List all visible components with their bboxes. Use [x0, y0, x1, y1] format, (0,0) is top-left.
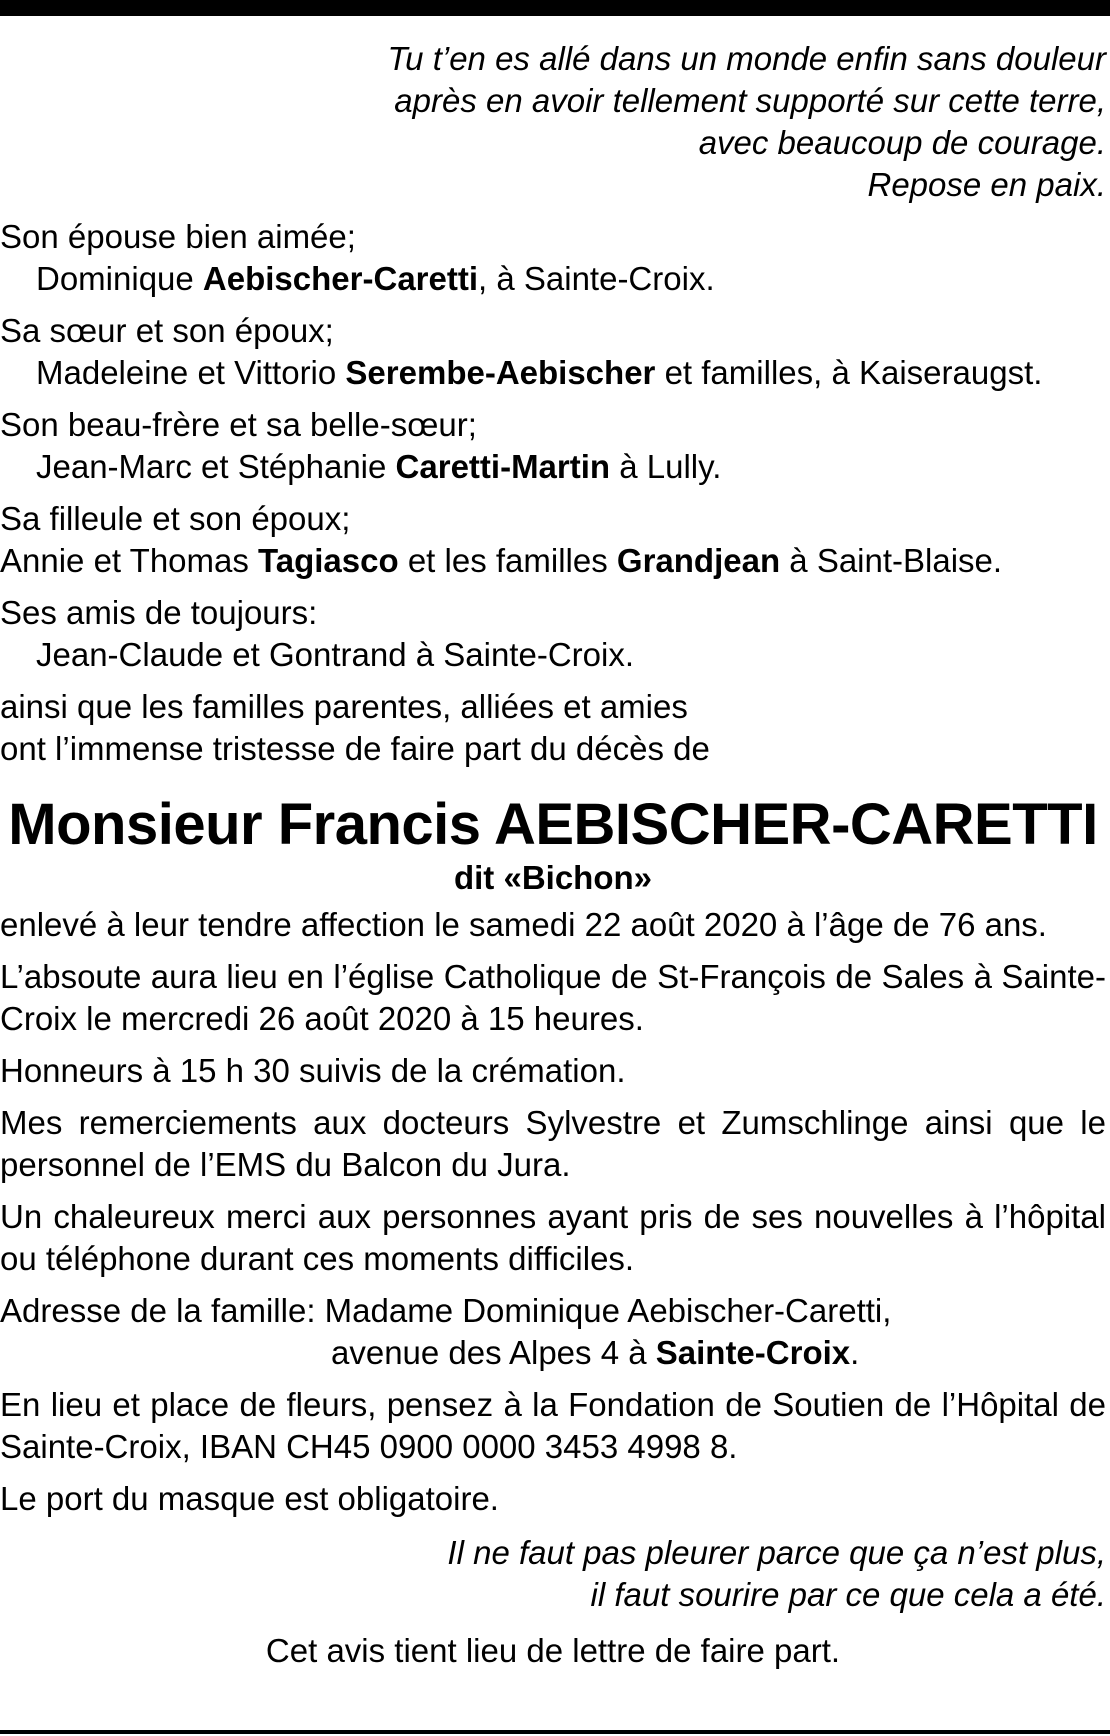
- surname: Serembe-Aebischer: [345, 354, 656, 391]
- death-paragraph: enlevé à leur tendre affection le samedi 22 août 2020 à l’âge de 76 ans.: [0, 906, 1047, 943]
- thanks-callers-paragraph: Un chaleureux merci aux personnes ayant pris de ses nouvelles à l’hôpital ou téléphone durant ces moments difficiles.: [0, 1198, 1106, 1277]
- family-friends: [0, 592, 1106, 676]
- closing-poem: [0, 1532, 1106, 1616]
- first-names: Dominique: [36, 260, 203, 297]
- place: à Saint-Blaise.: [780, 542, 1003, 579]
- surname: Caretti-Martin: [395, 448, 611, 485]
- family-inlaws: [0, 404, 1106, 488]
- family-sister: [0, 310, 1106, 394]
- relation-label: Son épouse bien aimée;: [0, 218, 356, 255]
- obituary-notice: [0, 38, 1106, 1672]
- place: à Lully.: [610, 448, 722, 485]
- poem-line: Repose en paix.: [867, 166, 1106, 203]
- first-names: Jean-Marc et Stéphanie: [36, 448, 396, 485]
- family-member-line: [0, 352, 1106, 394]
- place: et familles, à Kaiseraugst.: [655, 354, 1043, 391]
- address-street: avenue des Alpes 4 à: [331, 1334, 656, 1371]
- family-member-line: [0, 446, 1106, 488]
- honours-paragraph: Honneurs à 15 h 30 suivis de la crémation.: [0, 1052, 626, 1089]
- poem-line: Tu t’en es allé dans un monde enfin sans douleur: [387, 40, 1106, 77]
- deceased-name: Monsieur Francis AEBISCHER-CARETTI: [8, 792, 1098, 857]
- opening-poem: [0, 38, 1106, 206]
- address-town: Sainte-Croix: [655, 1334, 851, 1371]
- first-names: Annie et Thomas: [0, 542, 259, 579]
- surname: Tagiasco: [258, 542, 399, 579]
- family-wife: [0, 216, 1106, 300]
- relation-label: Sa filleule et son époux;: [0, 500, 351, 537]
- closing-note: Cet avis tient lieu de lettre de faire part.: [265, 1632, 841, 1669]
- family-goddaughter: [0, 498, 1106, 582]
- poem-line: il faut sourire par ce que cela a été.: [590, 1576, 1106, 1613]
- surname: Aebischer-Caretti: [202, 260, 479, 297]
- address-punct: .: [850, 1334, 860, 1371]
- surname: Grandjean: [616, 542, 781, 579]
- first-names: Madeleine et Vittorio: [36, 354, 346, 391]
- poem-line: Il ne faut pas pleurer parce que ça n’est plus,: [447, 1534, 1106, 1571]
- family-member-line: [0, 540, 1106, 582]
- family-address: [0, 1290, 1106, 1374]
- relation-label: Sa sœur et son époux;: [0, 312, 334, 349]
- intro-line: ainsi que les familles parentes, alliées et amies: [0, 688, 688, 725]
- poem-line: avec beaucoup de courage.: [698, 124, 1106, 161]
- poem-line: après en avoir tellement supporté sur cette terre,: [394, 82, 1106, 119]
- ceremony-paragraph: L’absoute aura lieu en l’église Catholique de St-François de Sales à Sainte-Croix le mercredi 26 août 2020 à 15 heures.: [0, 958, 1106, 1037]
- address-line: [0, 1290, 1106, 1332]
- connector: et les familles: [398, 542, 617, 579]
- place: , à Sainte-Croix.: [478, 260, 715, 297]
- intro-line: ont l’immense tristesse de faire part du décès de: [0, 730, 710, 767]
- bottom-rule: [0, 1730, 1110, 1734]
- thanks-doctors-paragraph: Mes remerciements aux docteurs Sylvestre et Zumschlinge ainsi que le personnel de l’EMS du Balcon du Jura.: [0, 1104, 1106, 1183]
- relation-label: Ses amis de toujours:: [0, 594, 318, 631]
- address-line: [0, 1332, 1106, 1374]
- address-label: Adresse de la famille:: [0, 1292, 325, 1329]
- address-recipient: Madame Dominique Aebischer-Caretti,: [324, 1292, 892, 1329]
- friends-names: Jean-Claude et Gontrand à Sainte-Croix.: [36, 636, 634, 673]
- deceased-nickname: dit «Bichon»: [453, 859, 653, 896]
- relation-label: Son beau-frère et sa belle-sœur;: [0, 406, 477, 443]
- top-rule: [0, 0, 1110, 16]
- announcement-intro: [0, 686, 1106, 770]
- family-member-line: [0, 258, 1106, 300]
- donation-paragraph: En lieu et place de fleurs, pensez à la Fondation de Soutien de l’Hôpital de Sainte-Croix, IBAN CH45 0900 0000 3453 4998 8.: [0, 1386, 1106, 1465]
- mask-notice: Le port du masque est obligatoire.: [0, 1480, 499, 1517]
